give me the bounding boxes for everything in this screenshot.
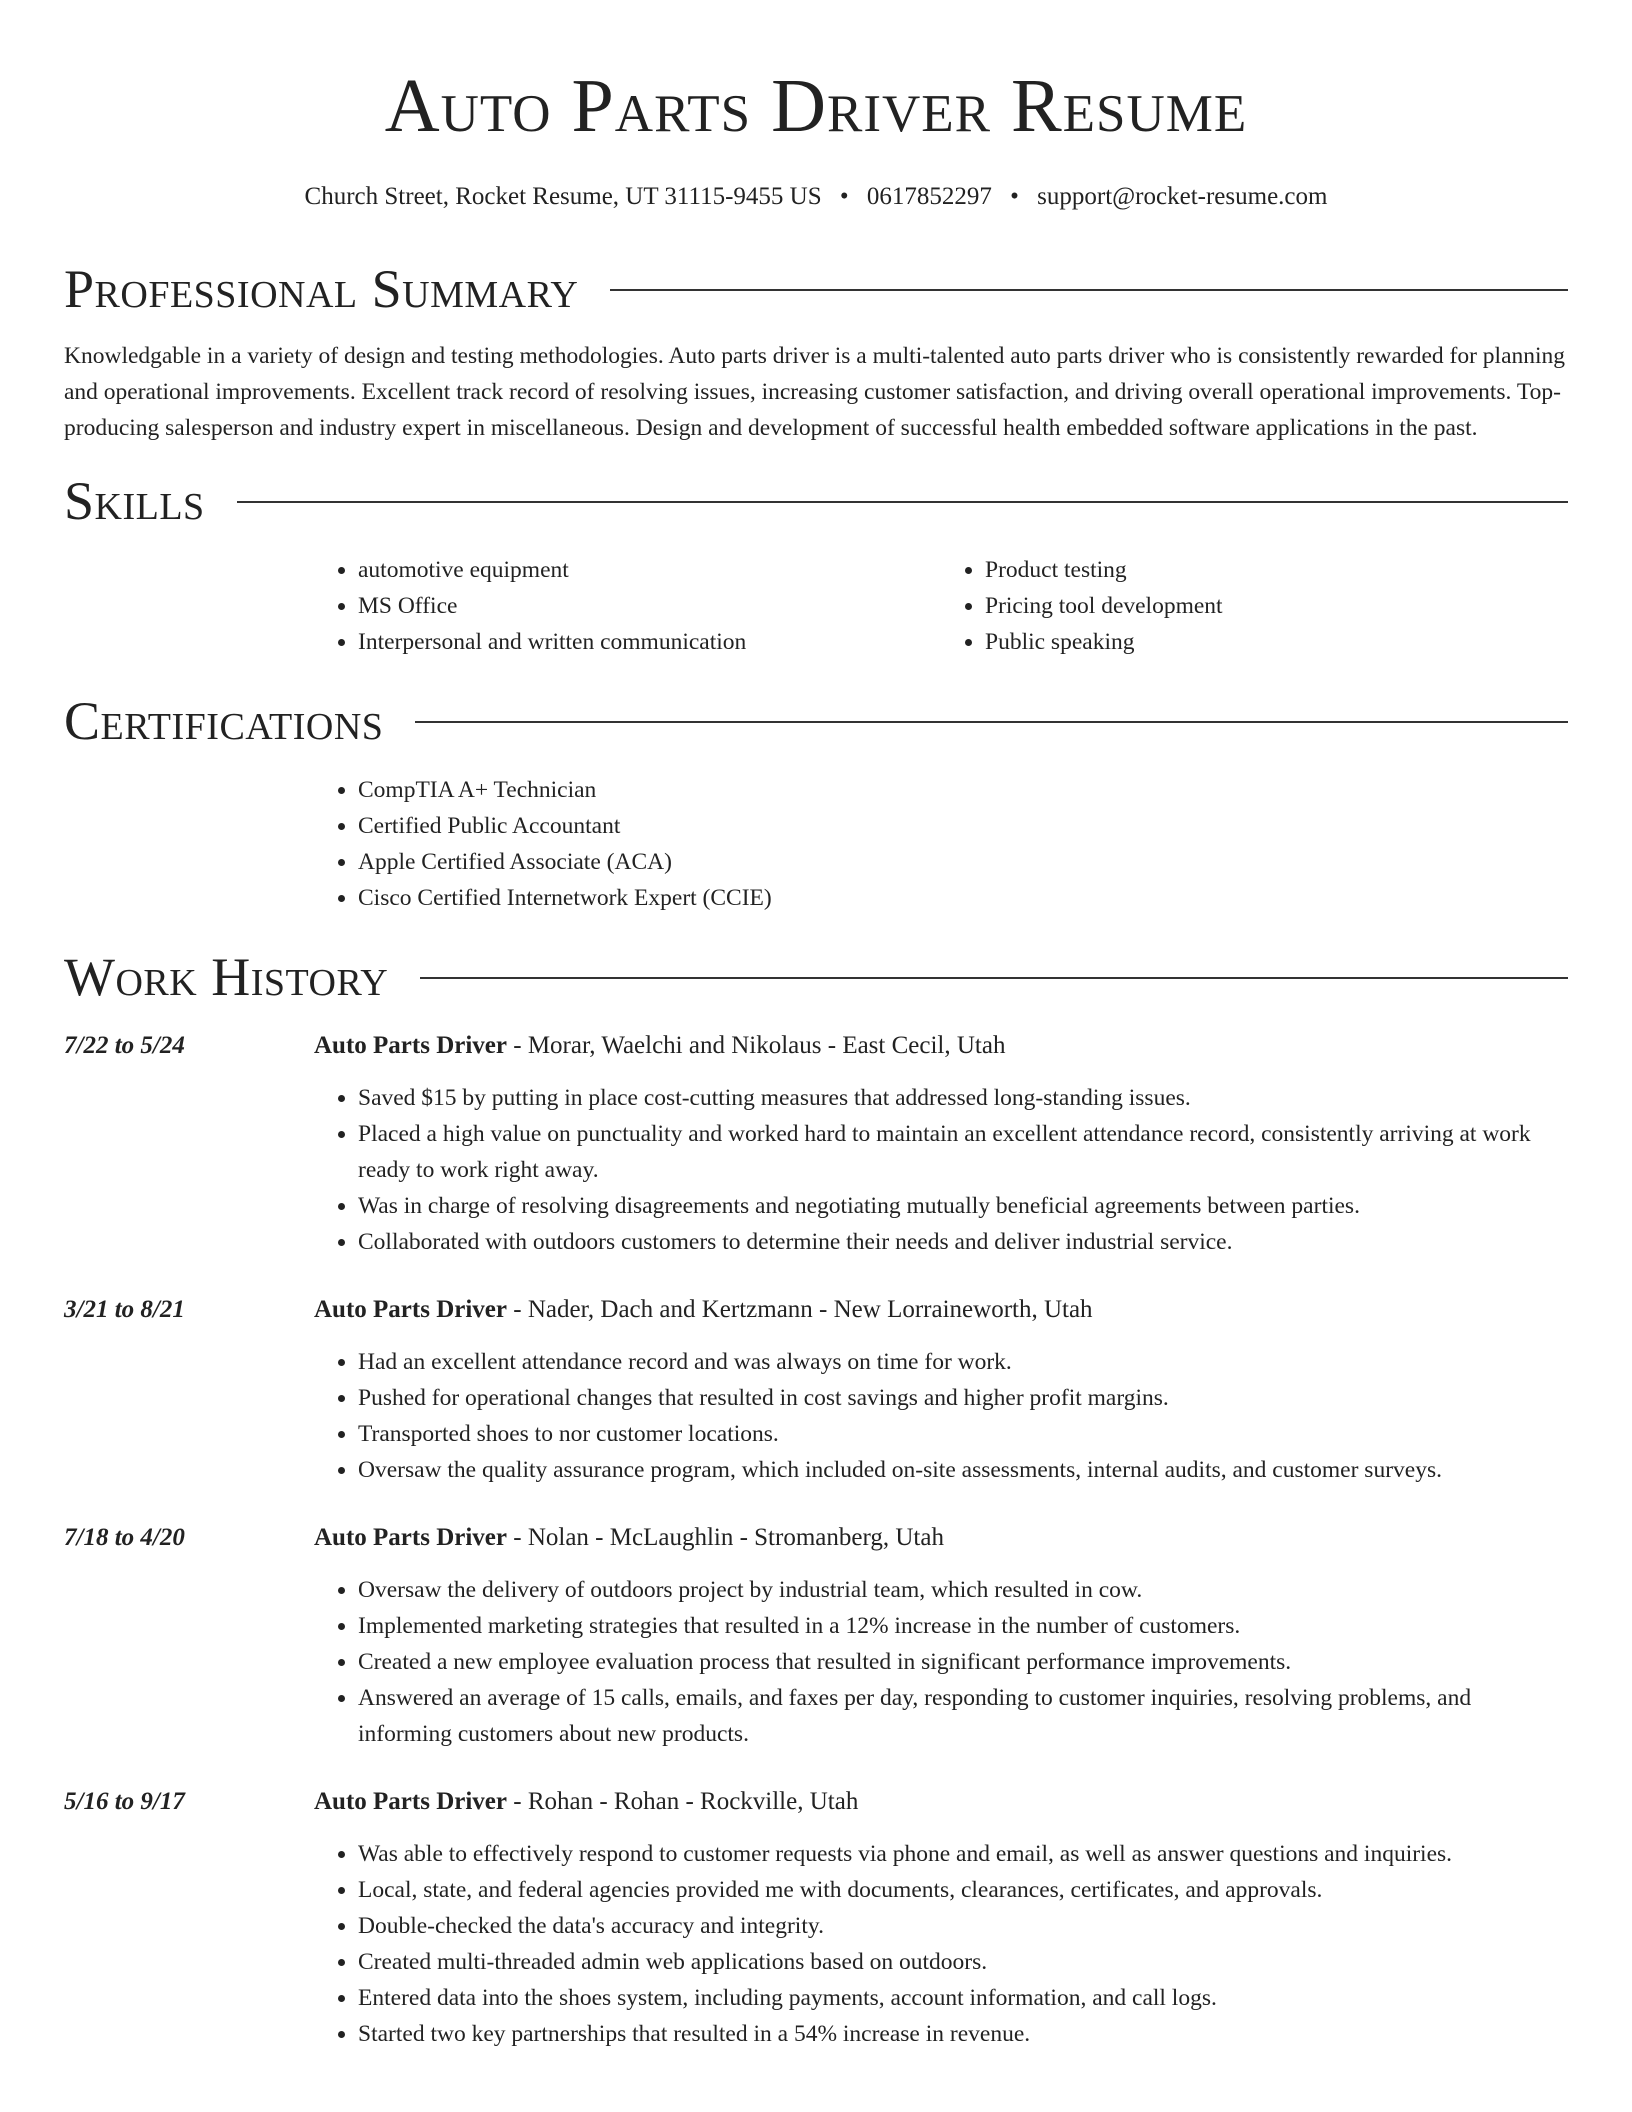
job-dates: 7/22 to 5/24: [64, 1032, 185, 1059]
skill-item: • Pricing tool development: [985, 588, 1568, 624]
job-detail: [314, 1784, 1568, 2052]
job-heading: [314, 1520, 1568, 1556]
certification-item: • Certified Public Accountant: [358, 808, 1568, 844]
job-bullet: • Oversaw the delivery of outdoors project by industrial team, which resulted in cow.: [358, 1572, 1568, 1608]
job-bullets: [314, 1344, 1568, 1488]
summary-text: Knowledgable in a variety of design and testing methodologies. Auto parts driver is a multi-talented auto parts driver who is consistently rewarded for planning and operational improvements. Excellent track record of resolving issues, increasing customer satisfaction, and driving overall operational improvements. Top-producing salesperson and industry expert in miscellaneous. Design and development of successful health embedded software applications in the past.: [64, 343, 1566, 441]
job-bullet: • Oversaw the quality assurance program, which included on-site assessments, internal audits, and customer surveys.: [358, 1452, 1568, 1488]
job-bullets: [314, 1080, 1568, 1260]
contact-separator: •: [839, 183, 849, 210]
section-divider: [415, 721, 1568, 723]
job-bullet: • Transported shoes to nor customer locations.: [358, 1416, 1568, 1452]
job-bullets: [314, 1572, 1568, 1752]
resume-title: Auto Parts Driver Resume: [384, 64, 1248, 148]
job-bullet: • Entered data into the shoes system, including payments, account information, and call logs.: [358, 1980, 1568, 2016]
certifications-list: [314, 772, 1568, 916]
job-bullet: • Was in charge of resolving disagreements and negotiating mutually beneficial agreements between parties.: [358, 1188, 1568, 1224]
job-bullet: • Placed a high value on punctuality and worked hard to maintain an excellent attendance record, consistently arriving at work ready to work right away.: [358, 1116, 1568, 1188]
job-detail: [314, 1028, 1568, 1260]
job-bullet: • Collaborated with outdoors customers to determine their needs and deliver industrial service.: [358, 1224, 1568, 1260]
work-heading: Work History: [64, 947, 389, 1007]
skill-item: • MS Office: [358, 588, 941, 624]
summary-heading: Professional Summary: [64, 259, 579, 319]
job-company: - Morar, Waelchi and Nikolaus - East Cecil, Utah: [513, 1032, 1006, 1059]
job-company: - Nolan - McLaughlin - Stromanberg, Utah: [513, 1524, 944, 1551]
job-entry: [64, 1784, 1568, 2052]
job-detail: [314, 1292, 1568, 1488]
job-detail: [314, 1520, 1568, 1752]
job-heading: [314, 1028, 1568, 1064]
skill-item: • Interpersonal and written communication: [358, 624, 941, 660]
job-bullet: • Answered an average of 15 calls, emails, and faxes per day, responding to customer inquiries, resolving problems, and informing customers about new products.: [358, 1680, 1568, 1752]
job-bullet: • Was able to effectively respond to customer requests via phone and email, as well as answer questions and inquiries.: [358, 1836, 1568, 1872]
job-entry: [64, 1520, 1568, 1752]
job-heading: [314, 1292, 1568, 1328]
job-bullet: • Had an excellent attendance record and was always on time for work.: [358, 1344, 1568, 1380]
skills-section-header: [64, 468, 1568, 534]
section-divider: [420, 977, 1568, 979]
job-bullet: • Saved $15 by putting in place cost-cutting measures that addressed long-standing issues.: [358, 1080, 1568, 1116]
skills-heading: Skills: [64, 471, 205, 531]
work-section-header: [64, 944, 1568, 1010]
skill-item: • Public speaking: [985, 624, 1568, 660]
certification-item: • CompTIA A+ Technician: [358, 772, 1568, 808]
job-dates: 3/21 to 8/21: [64, 1296, 185, 1323]
skill-item: • automotive equipment: [358, 552, 941, 588]
skills-column-left: [314, 552, 941, 660]
job-bullet: • Started two key partnerships that resulted in a 54% increase in revenue.: [358, 2016, 1568, 2052]
job-bullet: • Local, state, and federal agencies provided me with documents, clearances, certificates, and approvals.: [358, 1872, 1568, 1908]
skills-column-right: [941, 552, 1568, 660]
job-bullet: • Double-checked the data's accuracy and integrity.: [358, 1908, 1568, 1944]
certification-item: • Apple Certified Associate (ACA): [358, 844, 1568, 880]
job-role: Auto Parts Driver: [314, 1524, 507, 1551]
job-entry: [64, 1028, 1568, 1260]
job-bullet: • Created a new employee evaluation process that resulted in significant performance improvements.: [358, 1644, 1568, 1680]
job-bullet: • Pushed for operational changes that resulted in cost savings and higher profit margins.: [358, 1380, 1568, 1416]
section-divider: [237, 501, 1568, 503]
certifications-section-header: [64, 688, 1568, 754]
section-divider: [610, 289, 1568, 291]
contact-separator: •: [1010, 183, 1019, 210]
job-bullet: • Created multi-threaded admin web applications based on outdoors.: [358, 1944, 1568, 1980]
certifications-heading: Certifications: [64, 691, 384, 751]
job-role: Auto Parts Driver: [314, 1788, 507, 1815]
job-entry: [64, 1292, 1568, 1488]
summary-section-header: [64, 256, 1568, 322]
skill-item: • Product testing: [985, 552, 1568, 588]
job-bullet: • Implemented marketing strategies that resulted in a 12% increase in the number of customers.: [358, 1608, 1568, 1644]
job-bullets: [314, 1836, 1568, 2052]
job-role: Auto Parts Driver: [314, 1032, 507, 1059]
job-heading: [314, 1784, 1568, 1820]
skills-list: [314, 552, 1568, 660]
certifications-items: [314, 772, 1568, 916]
job-dates: 5/16 to 9/17: [64, 1788, 185, 1815]
contact-phone: 0617852297: [866, 183, 992, 210]
contact-email[interactable]: support@rocket-resume.com: [1037, 183, 1328, 210]
contact-line: [64, 180, 1568, 214]
contact-address: Church Street, Rocket Resume, UT 31115-9455 US: [304, 183, 822, 210]
job-company: - Nader, Dach and Kertzmann - New Lorraineworth, Utah: [513, 1296, 1093, 1323]
job-company: - Rohan - Rohan - Rockville, Utah: [513, 1788, 859, 1815]
job-role: Auto Parts Driver: [314, 1296, 507, 1323]
job-dates: 7/18 to 4/20: [64, 1524, 185, 1551]
certification-item: • Cisco Certified Internetwork Expert (CCIE): [358, 880, 1568, 916]
